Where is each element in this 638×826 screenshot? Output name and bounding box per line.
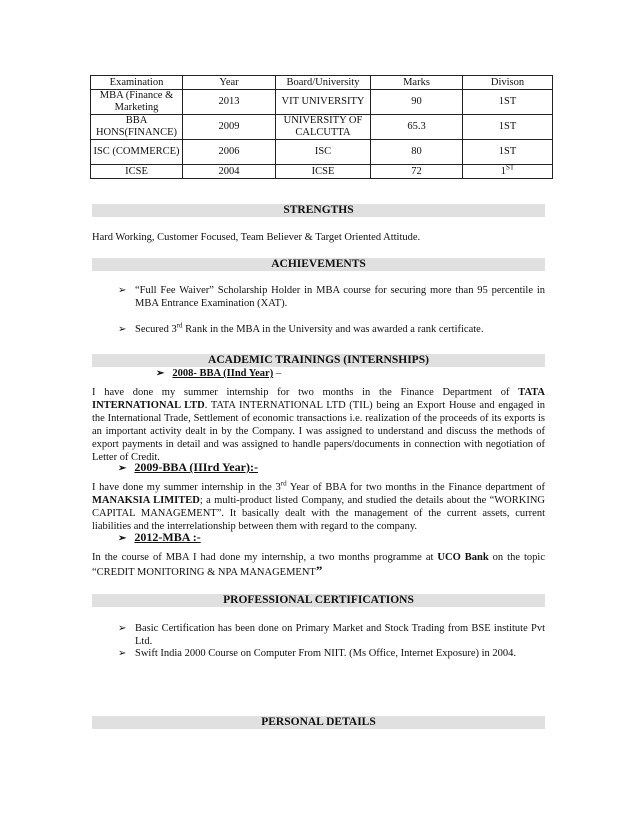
achievement-text: “Full Fee Waiver” Scholarship Holder in MBA course for securing more than 95 percentile in MBA Entrance Examination (XAT).: [135, 285, 545, 309]
table-cell: ISC (COMMERCE): [91, 140, 183, 165]
arrow-bullet-icon: ➢: [118, 285, 127, 296]
table-row: [91, 165, 553, 179]
internship-title-mba: ➢ 2012-MBA :-: [118, 530, 201, 544]
arrow-bullet-icon: ➢: [118, 324, 127, 335]
certification-text: Basic Certification has been done on Primary Market and Stock Trading from BSE institute Pvt Ltd.: [135, 623, 545, 647]
table-cell: MBA (Finance & Marketing: [91, 90, 183, 115]
achievement-text: Secured 3rd Rank in the MBA in the University and was awarded a rank certificate.: [135, 321, 484, 335]
table-cell: [463, 165, 553, 179]
table-cell: 65.3: [371, 115, 463, 140]
column-header: Divison: [463, 76, 553, 90]
section-heading-certifications: PROFESSIONAL CERTIFICATIONS: [92, 594, 545, 607]
internship-title-bba2: ➢ 2008- BBA (IInd Year) –: [156, 368, 282, 379]
arrow-bullet-icon: ➢: [118, 533, 127, 544]
list-item: [118, 323, 545, 336]
column-header: Board/University: [276, 76, 371, 90]
table-row: [91, 140, 553, 165]
section-heading-strengths: STRENGTHS: [92, 204, 545, 217]
internship-text-mba: In the course of MBA I had done my internship, a two months programme at UCO Bank on the topic “CREDIT MONITORING & NPA MANAGEMENT”: [92, 552, 545, 578]
section-heading-achievements: ACHIEVEMENTS: [92, 258, 545, 271]
arrow-bullet-icon: ➢: [118, 623, 127, 634]
table-cell: 2013: [183, 90, 276, 115]
table-cell: VIT UNIVERSITY: [276, 90, 371, 115]
column-header: Marks: [371, 76, 463, 90]
internship-title-bba3: ➢ 2009-BBA (IIIrd Year):-: [118, 460, 258, 474]
strengths-text: Hard Working, Customer Focused, Team Believer & Target Oriented Attitude.: [92, 232, 421, 243]
section-heading-personal: PERSONAL DETAILS: [92, 716, 545, 729]
column-header: Examination: [91, 76, 183, 90]
internship-text-bba3: I have done my summer internship in the 3rd Year of BBA for two months in the Finance department of MANAKSIA LIMITED; a multi-product listed Company, and studied the details about the “WORKING CAPITAL MANAGEMENT”. It basically dealt with the management of the current assets, current liabilities and the interrelationship between them with regard to the company.: [92, 479, 546, 532]
column-header: Year: [183, 76, 276, 90]
table-cell: ISC: [276, 140, 371, 165]
arrow-bullet-icon: ➢: [156, 368, 165, 379]
certification-text: Swift India 2000 Course on Computer From NIIT. (Ms Office, Internet Exposure) in 2004.: [135, 648, 517, 659]
table-cell: 1ST: [463, 90, 553, 115]
education-table: [90, 75, 553, 179]
table-cell: 2009: [183, 115, 276, 140]
table-cell: ICSE: [276, 165, 371, 179]
table-cell: 2006: [183, 140, 276, 165]
table-cell: 90: [371, 90, 463, 115]
table-cell: ICSE: [91, 165, 183, 179]
table-cell: 80: [371, 140, 463, 165]
table-cell: BBA HONS(FINANCE): [91, 115, 183, 140]
division-number: 1: [500, 165, 507, 177]
section-heading-internships: ACADEMIC TRAININGS (INTERNSHIPS): [92, 354, 545, 367]
table-cell: UNIVERSITY OF CALCUTTA: [276, 115, 371, 140]
table-row: [91, 90, 553, 115]
list-item: [118, 284, 545, 310]
internship-text-bba2: I have done my summer internship for two months in the Finance Department of TATA INTERNATIONAL LTD. TATA INTERNATIONAL LTD (TIL) being an Export House and engaged in the International Trade, Settlement of economic transactions i.e. realization of the proceeds of its exports is an important activity dealt in by the Company. I was assigned to understand and discuss the methods of export payments in detail and was assigned to handle papers/documents in connection with negotiation of Letter of Credit.: [92, 387, 545, 463]
table-cell: 72: [371, 165, 463, 179]
table-row: [91, 115, 553, 140]
list-item: [118, 647, 545, 660]
table-cell: 1ST: [463, 115, 553, 140]
table-header-row: [91, 76, 553, 90]
table-cell: 1ST: [463, 140, 553, 165]
division-superscript: ST: [506, 163, 515, 171]
arrow-bullet-icon: ➢: [118, 463, 127, 474]
list-item: [118, 622, 545, 648]
arrow-bullet-icon: ➢: [118, 648, 127, 659]
table-cell: 2004: [183, 165, 276, 179]
